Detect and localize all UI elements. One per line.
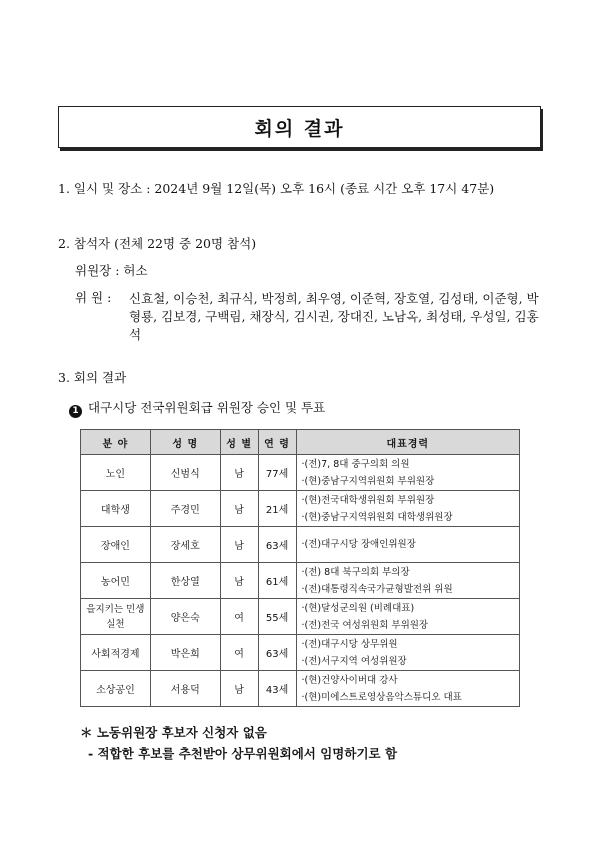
cell-age: 63세 bbox=[258, 527, 296, 563]
section-results: 3. 회의 결과 bbox=[58, 370, 127, 385]
cell-name: 서용덕 bbox=[150, 671, 220, 707]
table-row bbox=[81, 635, 520, 671]
cell-field: 농어민 bbox=[81, 563, 151, 599]
cell-field: 대학생 bbox=[81, 491, 151, 527]
cell-age: 77세 bbox=[258, 455, 296, 491]
subsection-title: 대구시당 전국위원회급 위원장 승인 및 투표 bbox=[88, 400, 326, 415]
career-line: ·(전)대구시당 상무위원 bbox=[301, 638, 398, 650]
cell-career bbox=[296, 671, 519, 707]
cell-career bbox=[296, 635, 519, 671]
table-row bbox=[81, 563, 520, 599]
numbered-circle-icon: 1 bbox=[69, 405, 82, 418]
table-row bbox=[81, 455, 520, 491]
table-row bbox=[81, 599, 520, 635]
note-appointment: - 적합한 후보를 추천받아 상무위원회에서 임명하기로 함 bbox=[88, 746, 398, 761]
cell-gender: 여 bbox=[220, 635, 258, 671]
career-line: ·(전)전국 여성위원회 부위원장 bbox=[301, 619, 429, 631]
career-line: ·(전)7, 8대 중구의회 의원 bbox=[301, 458, 410, 470]
cell-gender: 남 bbox=[220, 563, 258, 599]
section-attendees: 2. 참석자 (전체 22명 중 20명 참석) bbox=[58, 236, 257, 251]
cell-career bbox=[296, 599, 519, 635]
results-table bbox=[80, 429, 520, 707]
cell-gender: 여 bbox=[220, 599, 258, 635]
cell-career bbox=[296, 563, 519, 599]
cell-age: 55세 bbox=[258, 599, 296, 635]
cell-field: 노인 bbox=[81, 455, 151, 491]
cell-name: 양은숙 bbox=[150, 599, 220, 635]
section-datetime-place: 1. 일시 및 장소 : 2024년 9월 12일(목) 오후 16시 (종료 시간 오후 17시 47분) bbox=[58, 181, 495, 196]
cell-career bbox=[296, 491, 519, 527]
header-name: 성 명 bbox=[150, 430, 220, 455]
cell-age: 21세 bbox=[258, 491, 296, 527]
header-field: 분 야 bbox=[81, 430, 151, 455]
career-line: ·(현)전국대학생위원회 부위원장 bbox=[301, 494, 435, 506]
header-career: 대표경력 bbox=[296, 430, 519, 455]
cell-field: 장애인 bbox=[81, 527, 151, 563]
cell-field: 을지키는 민생실천 bbox=[81, 599, 151, 635]
cell-career bbox=[296, 455, 519, 491]
career-line: ·(현)중남구지역위원회 부위원장 bbox=[301, 475, 435, 487]
cell-gender: 남 bbox=[220, 527, 258, 563]
cell-career bbox=[296, 527, 519, 563]
members-label: 위 원 : bbox=[75, 290, 112, 305]
cell-age: 43세 bbox=[258, 671, 296, 707]
table-row bbox=[81, 491, 520, 527]
career-line: ·(현)건양사이버대 강사 bbox=[301, 674, 398, 686]
table-row bbox=[81, 671, 520, 707]
header-age: 연 령 bbox=[258, 430, 296, 455]
cell-age: 63세 bbox=[258, 635, 296, 671]
cell-name: 장세호 bbox=[150, 527, 220, 563]
cell-gender: 남 bbox=[220, 491, 258, 527]
career-line: ·(전) 8대 북구의회 부의장 bbox=[301, 566, 410, 578]
subsection-heading bbox=[69, 398, 325, 418]
cell-name: 한상열 bbox=[150, 563, 220, 599]
cell-name: 신범식 bbox=[150, 455, 220, 491]
members-list: 신효철, 이승천, 최규식, 박정희, 최우영, 이준혁, 장호열, 김성태, 이준형, 박형룡, 김보경, 구백림, 채장식, 김시권, 장대진, 노남옥, 최성태, 우성일, 김홍석 bbox=[129, 291, 539, 342]
career-line: ·(전)대구시당 장애인위원장 bbox=[301, 539, 416, 550]
cell-field: 소상공인 bbox=[81, 671, 151, 707]
cell-name: 주경민 bbox=[150, 491, 220, 527]
chair-line: 위원장 : 허소 bbox=[75, 263, 148, 278]
career-line: ·(현)달성군의원 (비례대표) bbox=[301, 602, 415, 614]
career-line: ·(현)중남구지역위원회 대학생위원장 bbox=[301, 511, 453, 523]
career-line: ·(현)미에스트로영상음악스튜디오 대표 bbox=[301, 691, 462, 703]
cell-name: 박은희 bbox=[150, 635, 220, 671]
cell-field: 사회적경제 bbox=[81, 635, 151, 671]
note-no-applicant: ＊ 노동위원장 후보자 신청자 없음 bbox=[80, 725, 267, 740]
cell-gender: 남 bbox=[220, 455, 258, 491]
cell-gender: 남 bbox=[220, 671, 258, 707]
table-row bbox=[81, 527, 520, 563]
career-line: ·(전)대통령직속국가균형발전위 위원 bbox=[301, 583, 453, 595]
header-gender: 성 별 bbox=[220, 430, 258, 455]
career-line: ·(전)서구지역 여성위원장 bbox=[301, 655, 407, 667]
table-header-row bbox=[81, 430, 520, 455]
cell-age: 61세 bbox=[258, 563, 296, 599]
document-title: 회의 결과 bbox=[58, 106, 541, 148]
